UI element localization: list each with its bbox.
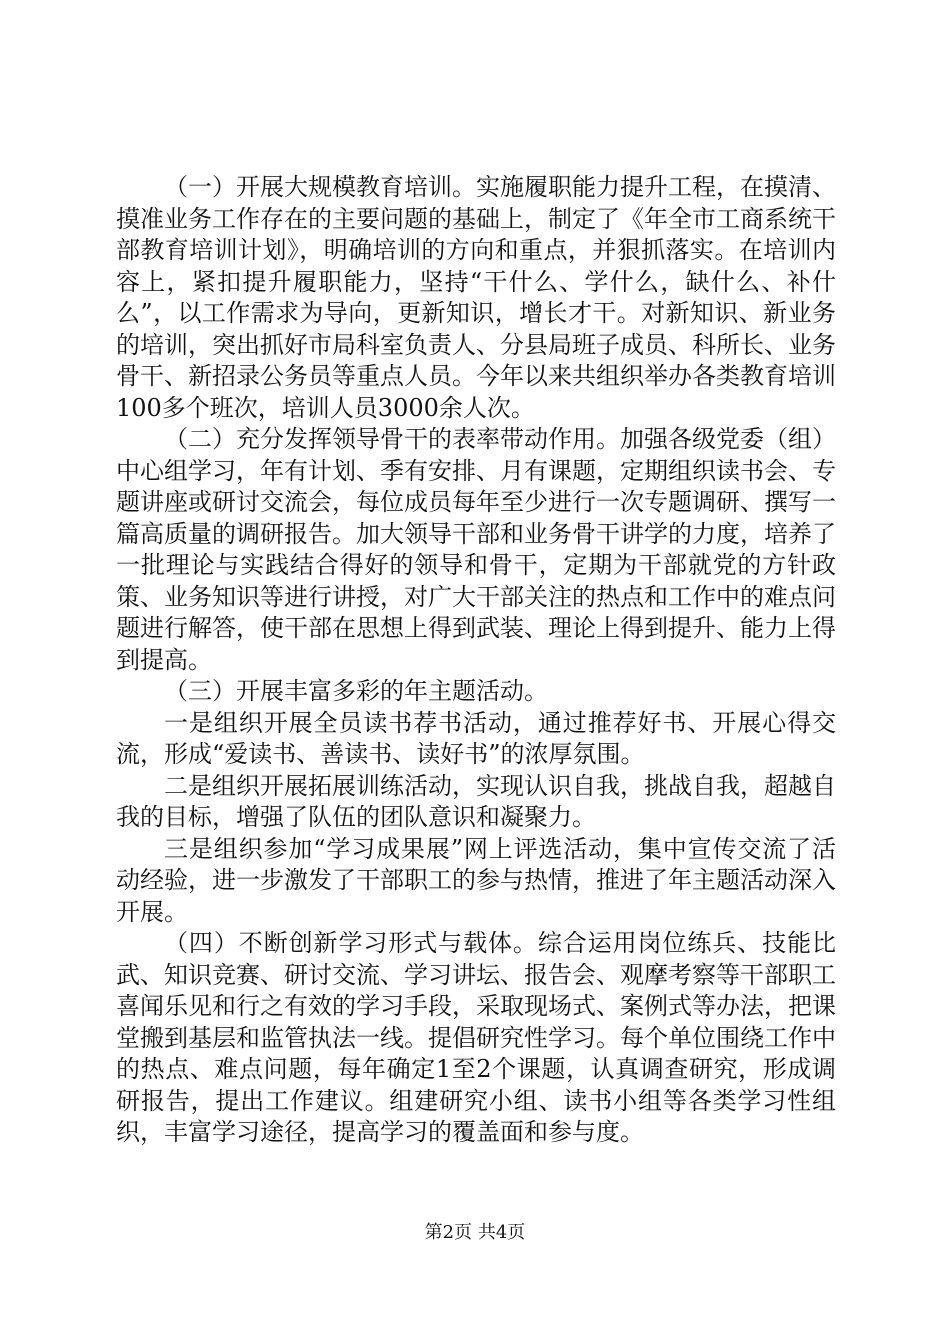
page-number-footer: 第2页 共4页: [424, 1222, 526, 1243]
paragraph-activity-3: 三是组织参加“学习成果展”网上评选活动，集中宣传交流了活动经验，进一步激发了干部职工的参与热情，推进了年主题活动深入开展。: [116, 834, 836, 926]
paragraph-section-1: （一）开展大规模教育培训。实施履职能力提升工程，在摸清、摸准业务工作存在的主要问题的基础上，制定了《年全市工商系统干部教育培训计划》，明确培训的方向和重点，并狠抓落实。在培训内容上，紧扣提升履职能力，坚持“干什么、学什么，缺什么、补什么”，以工作需求为导向，更新知识，增长才干。对新知识、新业务的培训，突出抓好市局科室负责人、分县局班子成员、科所长、业务骨干、新招录公务员等重点人员。今年以来共组织举办各类教育培训100多个班次，培训人员3000余人次。: [116, 173, 836, 422]
document-body: [116, 172, 836, 1149]
paragraph-activity-1: 一是组织开展全员读书荐书活动，通过推荐好书、开展心得交流，形成“爱读书、善读书、读好书”的浓厚氛围。: [116, 708, 836, 768]
paragraph-section-3-heading: （三）开展丰富多彩的年主题活动。: [164, 677, 548, 705]
paragraph-section-4: （四）不断创新学习形式与载体。综合运用岗位练兵、技能比武、知识竞赛、研讨交流、学习讲坛、报告会、观摩考察等干部职工喜闻乐见和行之有效的学习手段，采取现场式、案例式等办法，把课堂搬到基层和监管执法一线。提倡研究性学习。每个单位围绕工作中的热点、难点问题，每年确定1至2个课题，认真调查研究，形成调研报告，提出工作建议。组建研究小组、读书小组等各类学习性组织，丰富学习途径，提高学习的覆盖面和参与度。: [116, 929, 836, 1146]
paragraph-section-2: （二）充分发挥领导骨干的表率带动作用。加强各级党委（组）中心组学习，年有计划、季有安排、月有课题，定期组织读书会、专题讲座或研讨交流会，每位成员每年至少进行一次专题调研、撰写一篇高质量的调研报告。加大领导干部和业务骨干讲学的力度，培养了一批理论与实践结合得好的领导和骨干，定期为干部就党的方针政策、业务知识等进行讲授，对广大干部关注的热点和工作中的难点问题进行解答，使干部在思想上得到武装、理论上得到提升、能力上得到提高。: [116, 425, 836, 674]
paragraph-activity-2: 二是组织开展拓展训练活动，实现认识自我，挑战自我，超越自我的目标，增强了队伍的团队意识和凝聚力。: [116, 771, 836, 831]
